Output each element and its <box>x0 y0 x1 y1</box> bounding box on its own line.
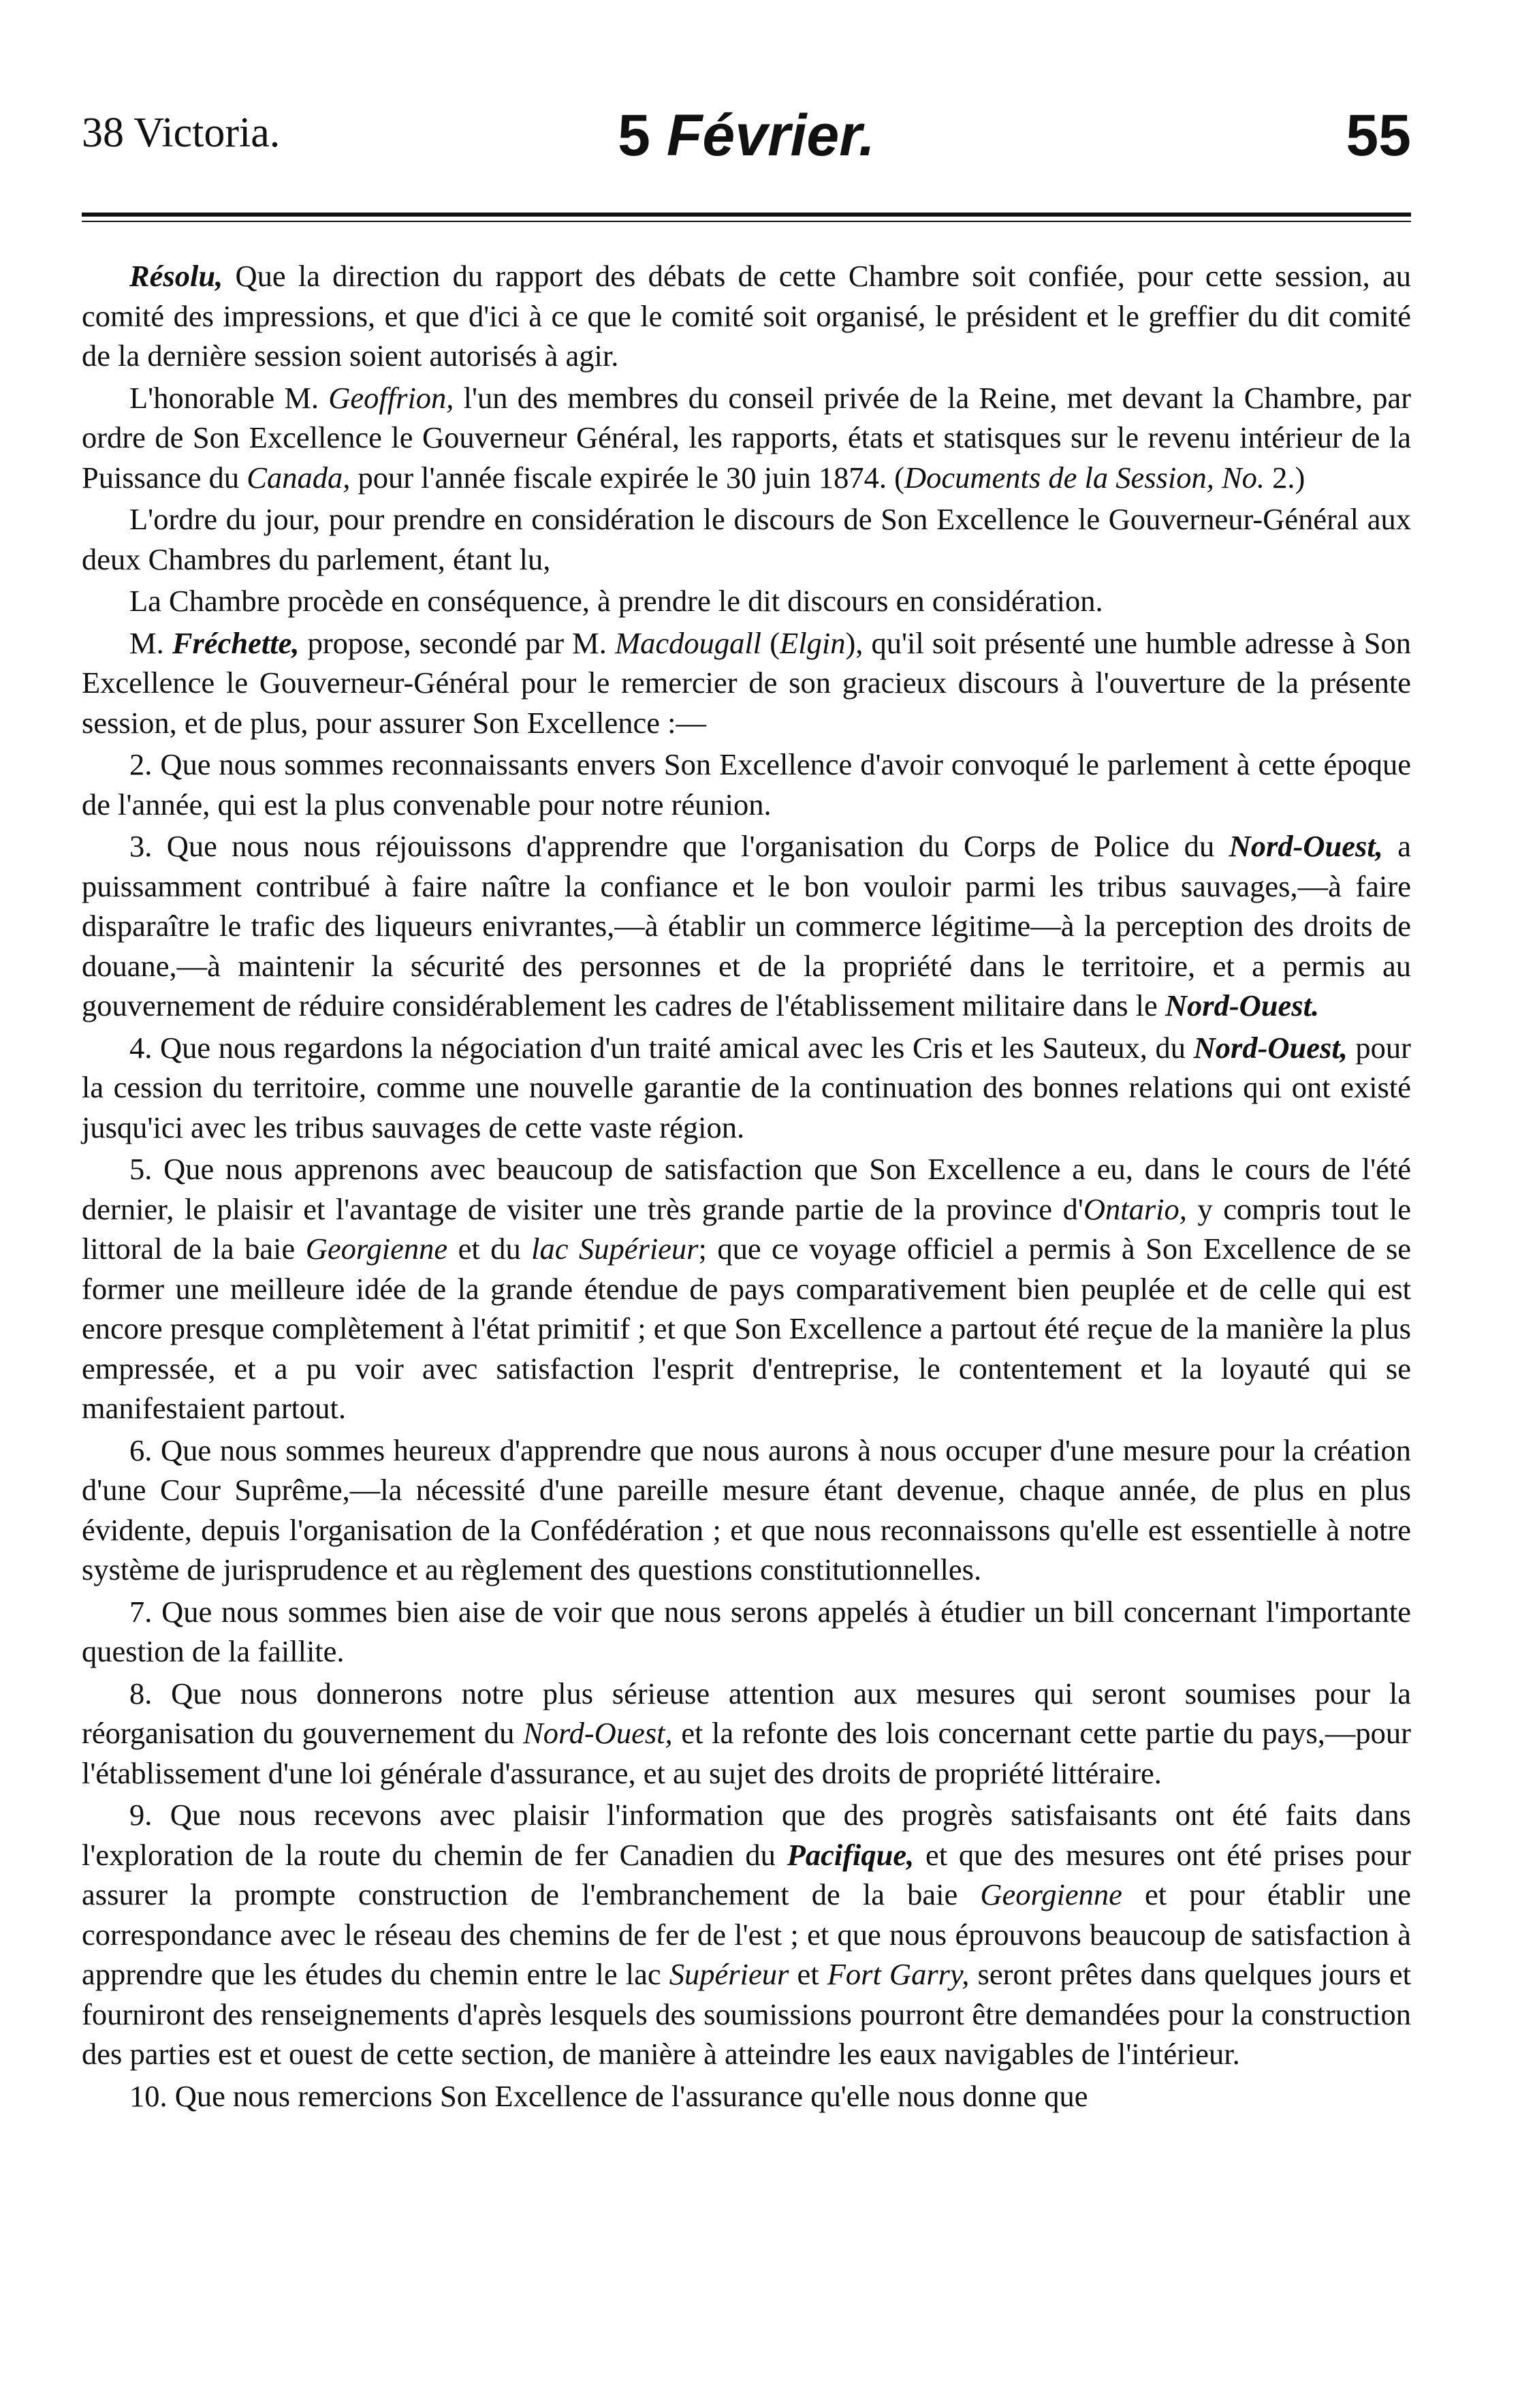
emphasis-text: Résolu, <box>129 259 223 293</box>
paragraph-text: L'honorable M. <box>129 380 329 415</box>
emphasis-text: Macdougall <box>615 625 762 660</box>
header-session: 38 Victoria. <box>82 110 281 156</box>
paragraph-text: propose, secondé par M. <box>299 625 615 660</box>
paragraph-text: 10. Que nous remercions Son Excellence de l'assurance qu'elle nous donne que <box>129 2078 1088 2113</box>
paragraph-text: a puissamment contribué à faire naître la confiance et le bon vouloir parmi les tribus sauvages,—à faire disparaître le trafic des liqueurs enivrantes,—à établir un commerce légitime—à la perception des droits de douane,—à maintenir la sécurité des personnes et de la propriété dans le territoire, et a permis au gouvernement de réduire considérablement les cadres de l'établissement militaire dans le <box>82 829 1411 1022</box>
paragraph-text: ( <box>761 625 780 660</box>
paragraph-text: ; que ce voyage officiel a permis à Son Excellence de se former une meilleure idée de la grande étendue de pays comparativement bien peuplée et de celle qui est encore presque complètement à l'état primitif ; et que Son Excellence a partout été reçue de la manière la plus empressée, et a pu voir avec satisfaction l'esprit d'entreprise, le contentement et la loyauté qui se manifestaient partout. <box>82 1232 1412 1425</box>
emphasis-text: Pacifique, <box>787 1837 915 1872</box>
paragraph-text: 9. Que nous recevons avec plaisir l'information que des progrès satisfaisants ont été faits dans l'exploration de la route du chemin de fer Canadien du <box>82 1798 1411 1872</box>
paragraph <box>82 826 1411 1026</box>
paragraph-text: 2.) <box>1265 460 1305 495</box>
emphasis-text: Nord-Ouest. <box>1165 988 1320 1022</box>
emphasis-text: Ontario, <box>1083 1191 1187 1226</box>
emphasis-text: Georgienne <box>980 1877 1122 1911</box>
paragraph-text: et <box>789 1957 827 1991</box>
paragraph <box>82 1795 1411 2074</box>
paragraph-text: et pour établir une correspondance avec le réseau des chemins de fer de l'est ; et que nous éprouvons beaucoup de satisfaction à apprendre que les études du chemin entre le lac <box>82 1877 1411 1991</box>
paragraph-text: y compris tout le littoral de la baie <box>82 1191 1411 1266</box>
paragraph <box>82 581 1411 621</box>
emphasis-text: Supérieur <box>669 1957 789 1991</box>
paragraph-text: M. <box>129 625 172 660</box>
paragraph-text: et du <box>447 1232 532 1266</box>
paragraph-text: pour la cession du territoire, comme une nouvelle garantie de la continuation des bonnes relations qui ont existé jusqu'ici avec les tribus sauvages de cette vaste région. <box>82 1030 1411 1144</box>
paragraph-text: et la refonte des lois concernant cette partie du pays,—pour l'établissement d'une loi générale d'assurance, et au sujet des droits de propriété littéraire. <box>82 1716 1412 1790</box>
paragraph <box>82 623 1411 743</box>
paragraph <box>82 256 1411 376</box>
paragraph-text: et que des mesures ont été prises pour assurer la prompte construction de l'embranchement de la baie <box>82 1837 1411 1911</box>
paragraph <box>82 1149 1411 1428</box>
emphasis-text: Fréchette, <box>172 625 300 660</box>
paragraph <box>82 2076 1411 2116</box>
paragraph-text: 6. Que nous sommes heureux d'apprendre que nous aurons à nous occuper d'une mesure pour la création d'une Cour Suprême,—la nécessité d'une pareille mesure étant devenue, chaque année, de plus en plus évidente, depuis l'organisation de la Confédération ; et que nous reconnaissons qu'elle est essentielle à notre système de jurisprudence et au règlement des questions constitutionnelles. <box>82 1433 1411 1586</box>
page-number: 55 <box>1346 103 1411 168</box>
paragraph-text: 3. Que nous nous réjouissons d'apprendre que l'organisation du Corps de Police du <box>129 829 1229 863</box>
paragraph-text: 5. Que nous apprenons avec beaucoup de satisfaction que Son Excellence a eu, dans le cours de l'été dernier, le plaisir et l'avantage de visiter une très grande partie de la province d' <box>82 1152 1411 1226</box>
paragraph <box>82 378 1411 498</box>
paragraph-text: l'un des membres du conseil privée de la Reine, met devant la Chambre, par ordre de Son Excellence le Gouverneur Général, les rapports, états et statisques sur le revenu intérieur de la Puissance du <box>82 380 1412 495</box>
emphasis-text: Nord-Ouest, <box>523 1716 673 1750</box>
emphasis-text: Elgin <box>780 625 846 660</box>
emphasis-text: Nord-Ouest, <box>1193 1030 1348 1065</box>
paragraph-text: 2. Que nous sommes reconnaissants envers Son Excellence d'avoir convoqué le parlement à cette époque de l'année, qui est la plus convenable pour notre réunion. <box>82 747 1411 822</box>
paragraph-text: Que la direction du rapport des débats de cette Chambre soit confiée, pour cette session, au comité des impressions, et que d'ici à ce que le comité soit organisé, le président et le greffier du dit comité de la dernière session soient autorisés à agir. <box>82 259 1411 373</box>
header-date <box>82 102 1411 170</box>
paragraph-text: ), qu'il soit présenté une humble adresse à Son Excellence le Gouverneur-Général pour le remercier de son gracieux discours à l'ouverture de la présente session, et de plus, pour assurer Son Excellence :— <box>82 625 1411 740</box>
paragraph-text: pour l'année fiscale expirée le 30 juin 1874. ( <box>350 460 904 495</box>
paragraph-text: 4. Que nous regardons la négociation d'un traité amical avec les Cris et les Sauteux, du <box>129 1030 1194 1065</box>
emphasis-text: Fort Garry, <box>827 1957 970 1991</box>
paragraph-text: L'ordre du jour, pour prendre en considération le discours de Son Excellence le Gouverneur-Général aux deux Chambres du parlement, étant lu, <box>82 502 1411 576</box>
header-date-day: 5 <box>618 103 650 168</box>
emphasis-text: Canada, <box>247 460 351 495</box>
paragraph <box>82 499 1411 579</box>
header-rule-thin <box>82 221 1411 222</box>
page-body <box>82 256 1411 2116</box>
paragraph <box>82 1430 1411 1590</box>
paragraph-text: La Chambre procède en conséquence, à prendre le dit discours en considération. <box>129 584 1103 618</box>
paragraph-text: 7. Que nous sommes bien aise de voir que nous serons appelés à étudier un bill concernant l'importante question de la faillite. <box>82 1594 1411 1668</box>
emphasis-text: Geoffrion, <box>328 380 454 415</box>
paragraph <box>82 1674 1411 1794</box>
paragraph-text: 8. Que nous donnerons notre plus sérieuse attention aux mesures qui seront soumises pour la réorganisation du gouvernement du <box>82 1676 1411 1750</box>
emphasis-text: Georgienne <box>305 1232 448 1266</box>
emphasis-text: lac Supérieur <box>531 1232 699 1266</box>
paragraph <box>82 745 1411 824</box>
emphasis-text: Documents de la Session, No. <box>904 460 1265 495</box>
page-header <box>82 102 1411 170</box>
paragraph <box>82 1028 1411 1148</box>
emphasis-text: Nord-Ouest, <box>1229 829 1383 863</box>
paragraph-text: seront prêtes dans quelques jours et fourniront des renseignements d'après lesquels des soumissions pourront être demandées pour la construction des parties est et ouest de cette section, de manière à atteindre les eaux navigables de l'intérieur. <box>82 1957 1412 2071</box>
paragraph <box>82 1592 1411 1672</box>
header-rule-thick <box>82 213 1411 217</box>
header-date-month: Février. <box>666 103 875 168</box>
